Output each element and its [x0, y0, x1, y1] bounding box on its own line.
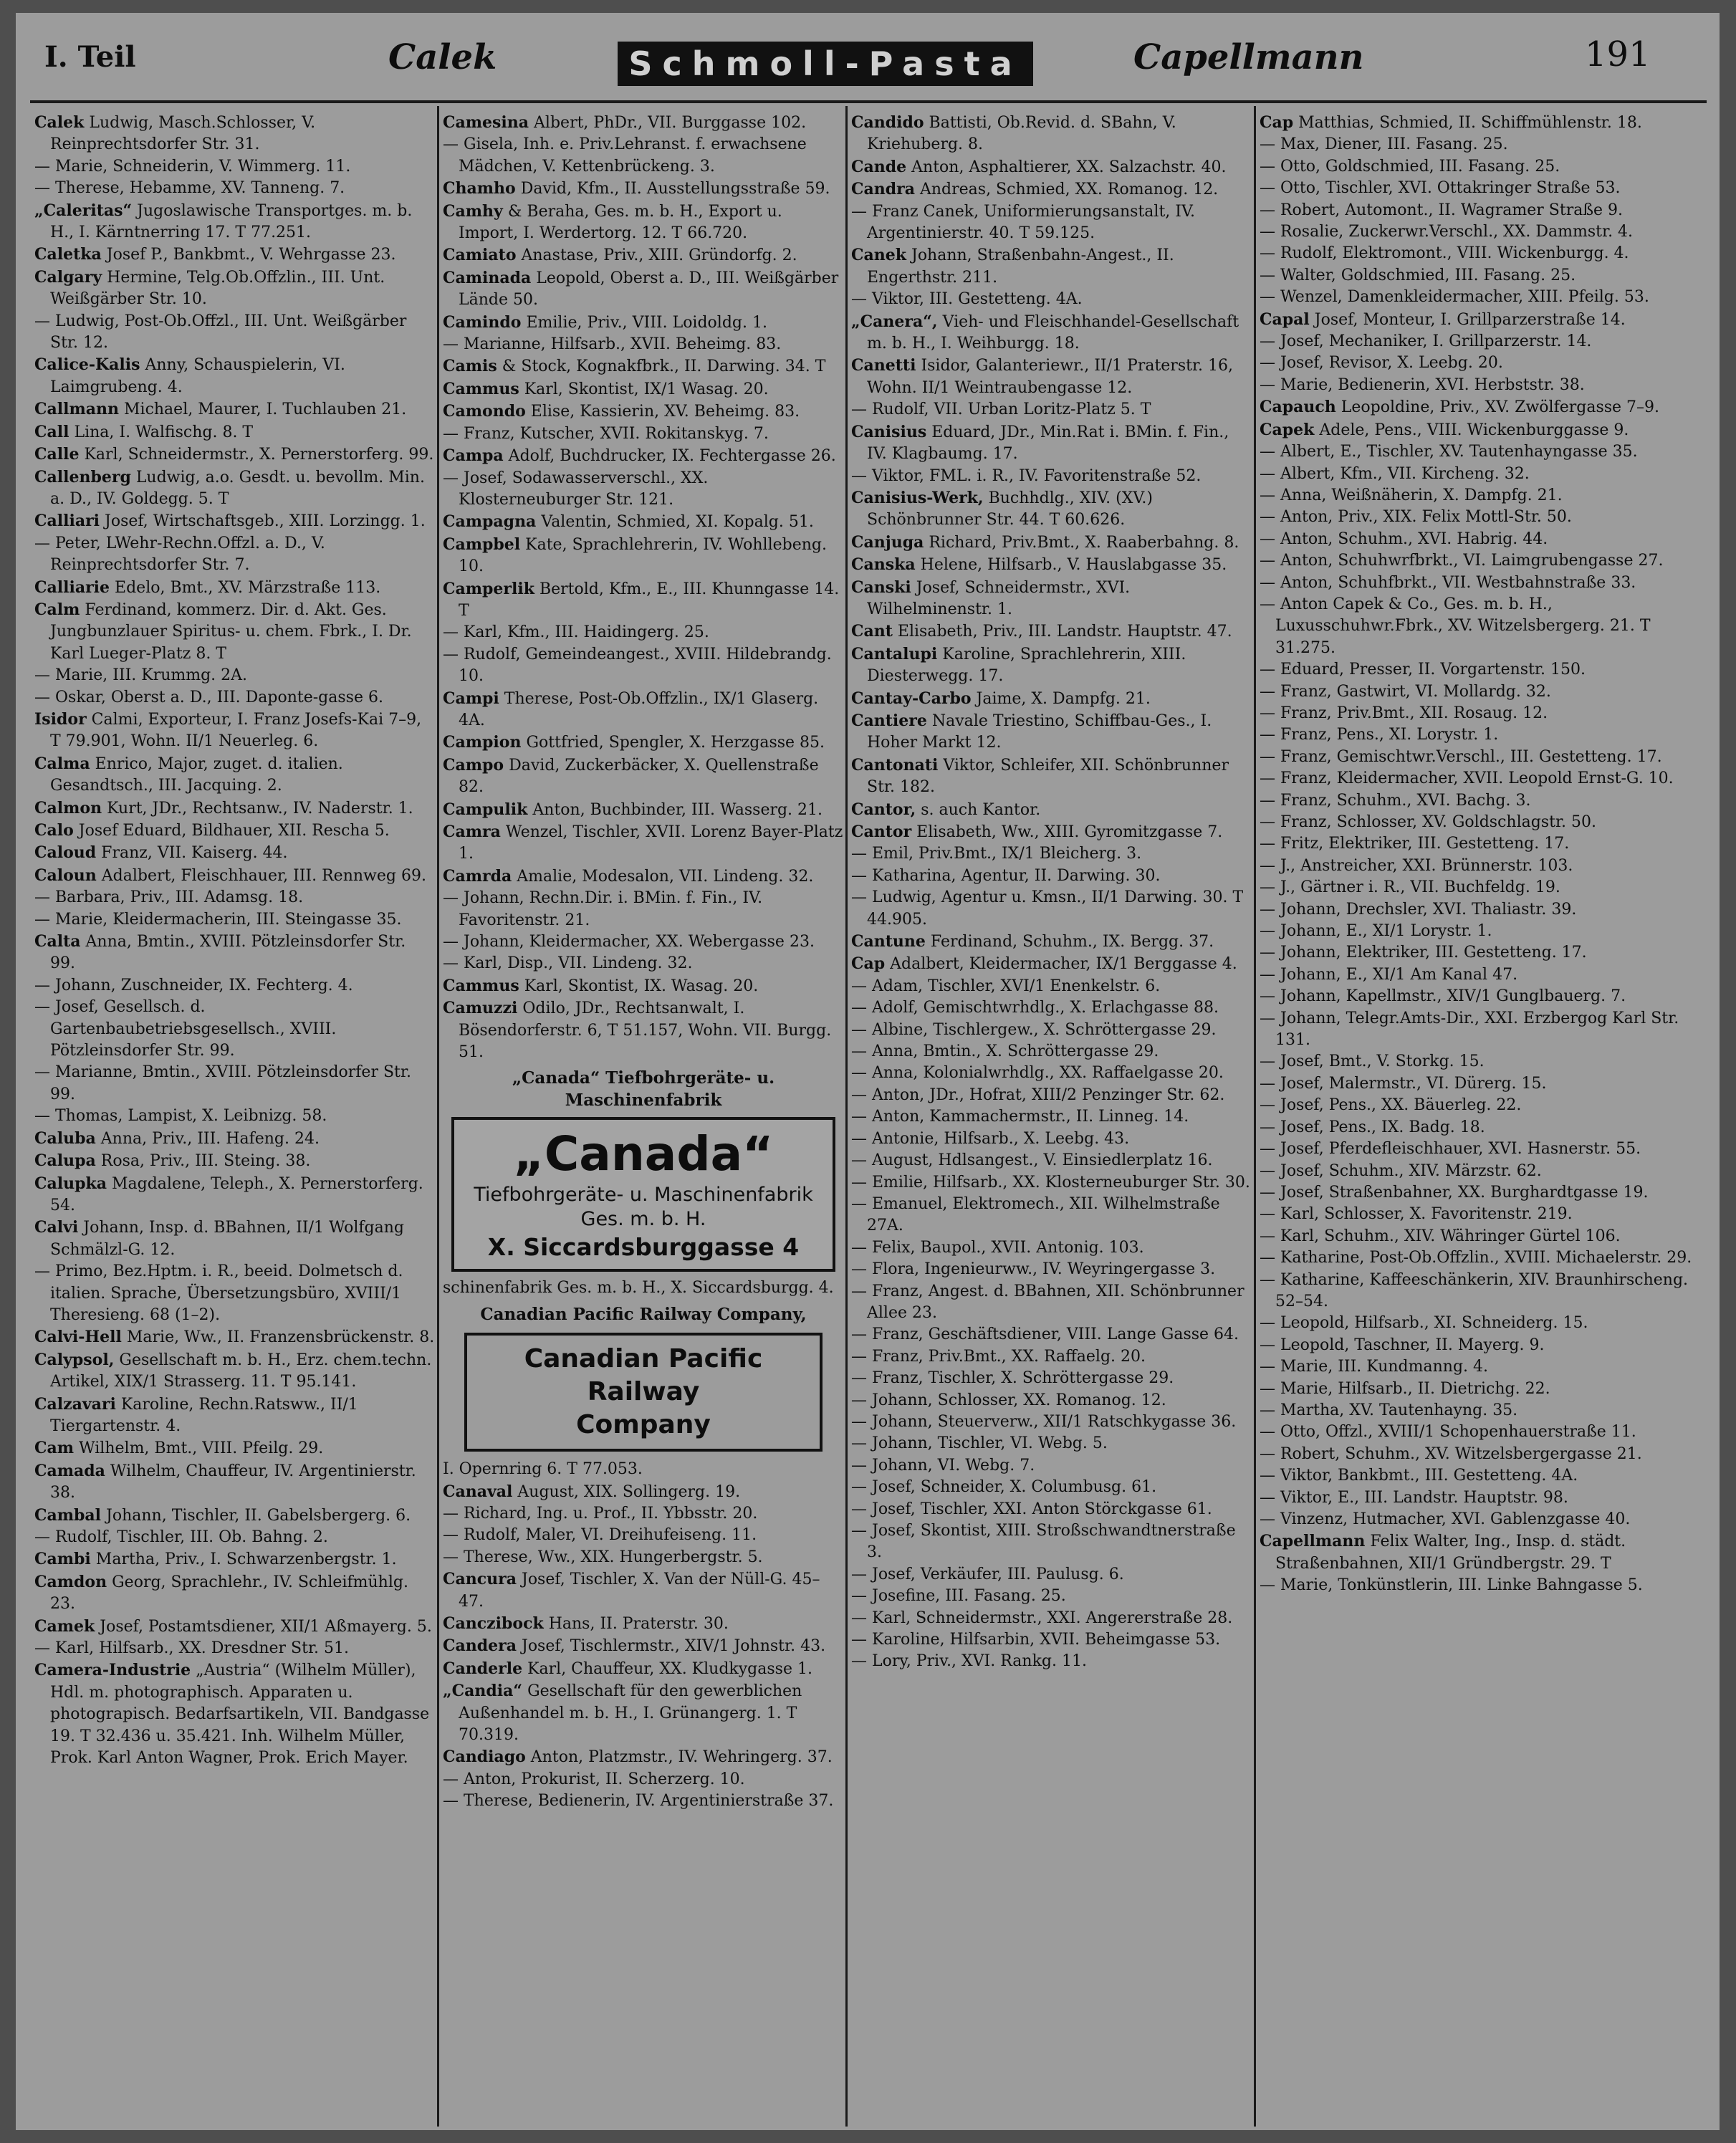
list-item: Capal Josef, Monteur, I. Grillparzerstraße 14. — [1260, 310, 1626, 329]
list-item: Canska Helene, Hilfsarb., V. Hauslabgasse 35. — [851, 555, 1227, 575]
list-item: — Anton, Schuhm., XVI. Habrig. 44. — [1260, 529, 1548, 548]
list-item: — Franz, Angest. d. BBahnen, XII. Schönbrunner Allee 23. — [851, 1282, 1245, 1322]
list-item: Canczibock Hans, II. Praterstr. 30. — [443, 1614, 729, 1633]
list-item: — Marie, Tonkünstlerin, III. Linke Bahngasse 5. — [1260, 1576, 1643, 1595]
list-item: Chamho David, Kfm., II. Ausstellungsstraße 59. — [443, 179, 830, 198]
column-divider — [845, 106, 848, 2127]
list-item: Campa Adolf, Buchdrucker, IX. Fechtergasse 26. — [443, 446, 836, 466]
list-item: — Franz, Geschäftsdiener, VIII. Lange Gasse 64. — [851, 1325, 1239, 1344]
list-item: — Thomas, Lampist, X. Leibnizg. 58. — [34, 1107, 327, 1126]
column-3 — [851, 112, 1252, 2118]
list-item: Cantalupi Karoline, Sprachlehrerin, XIII. Diesterwegg. 17. — [851, 644, 1186, 686]
list-item: — Johann, Telegr.Amts-Dir., XXI. Erzbergog Karl Str. 131. — [1260, 1009, 1679, 1050]
list-item: — Johann, Rechn.Dir. i. BMin. f. Fin., IV. Favoritenstr. 21. — [443, 889, 763, 929]
list-item: — Katharina, Agentur, II. Darwing. 30. — [851, 866, 1161, 885]
list-item: Cantonati Viktor, Schleifer, XII. Schönbrunner Str. 182. — [851, 755, 1229, 797]
list-item: — Josef, Malermstr., VI. Dürerg. 15. — [1260, 1074, 1547, 1093]
list-item: Canski Josef, Schneidermstr., XVI. Wilhelminenstr. 1. — [851, 577, 1131, 618]
list-item: Candido Battisti, Ob.Revid. d. SBahn, V. Kriehuberg. 8. — [851, 113, 1176, 154]
list-item: Campi Therese, Post-Ob.Offzlin., IX/1 Glaserg. 4A. — [443, 689, 819, 729]
list-item: Canaval August, XIX. Sollingerg. 19. — [443, 1482, 741, 1501]
list-item: I. Opernring 6. T 77.053. — [443, 1460, 643, 1479]
list-item: — Anton, Priv., XIX. Felix Mottl-Str. 50. — [1260, 508, 1572, 527]
list-item: — Lory, Priv., XVI. Rankg. 11. — [851, 1652, 1087, 1671]
list-item: — Robert, Automont., II. Wagramer Straße 9. — [1260, 201, 1624, 219]
list-item: Candra Andreas, Schmied, XX. Romanog. 12. — [851, 180, 1219, 199]
list-item: — Josef, Bmt., V. Storkg. 15. — [1260, 1053, 1485, 1071]
list-item: — Anton, Kammachermstr., II. Linneg. 14. — [851, 1108, 1189, 1126]
list-item: — Viktor, III. Gestetteng. 4A. — [851, 290, 1083, 309]
list-item: — Antonie, Hilfsarb., X. Leebg. 43. — [851, 1129, 1130, 1148]
list-item: Camdon Georg, Sprachlehr., IV. Schleifmühlg. 23. — [34, 1572, 408, 1614]
list-item: — Josef, Straßenbahner, XX. Burghardtgasse 19. — [1260, 1183, 1649, 1202]
list-item: — Viktor, E., III. Landstr. Hauptstr. 98. — [1260, 1488, 1568, 1507]
list-item: — Josefine, III. Fasang. 25. — [851, 1587, 1066, 1606]
list-item: Cambal Johann, Tischler, II. Gabelsbergerg. 6. — [34, 1505, 411, 1525]
list-item: — Johann, Tischler, VI. Webg. 5. — [851, 1434, 1108, 1453]
list-item: — Anton, JDr., Hofrat, XIII/2 Penzinger Str. 62. — [851, 1085, 1225, 1104]
list-item: Capek Adele, Pens., VIII. Wickenburggasse 9. — [1260, 420, 1629, 439]
list-item: Camrda Amalie, Modesalon, VII. Lindeng. 32. — [443, 866, 814, 886]
list-item: — Marianne, Bmtin., XVIII. Pötzleinsdorfer Str. 99. — [34, 1063, 411, 1103]
list-item: Cammus Karl, Skontist, IX/1 Wasag. 20. — [443, 379, 769, 398]
list-item: — Franz, Pens., XI. Lorystr. 1. — [1260, 726, 1499, 744]
range-to: Capellmann — [1133, 37, 1364, 77]
list-item: — Anna, Weißnäherin, X. Dampfg. 21. — [1260, 486, 1563, 504]
list-item: Calek Ludwig, Masch.Schlosser, V. Reinprechtsdorfer Str. 31. — [34, 113, 316, 154]
list-item: — Josef, Verkäufer, III. Paulusg. 6. — [851, 1565, 1124, 1583]
directory-page — [16, 13, 1720, 2130]
column-2 — [443, 112, 844, 2118]
list-item: Calupa Rosa, Priv., III. Steing. 38. — [34, 1151, 311, 1171]
list-item: schinenfabrik Ges. m. b. H., X. Siccardsburgg. 4. — [443, 1279, 834, 1298]
list-item: Calmon Kurt, JDr., Rechtsanw., IV. Naderstr. 1. — [34, 798, 413, 818]
list-item: — Rudolf, Maler, VI. Dreihufeiseng. 11. — [443, 1526, 757, 1545]
list-item: — Flora, Ingenieurww., IV. Weyringergasse 3. — [851, 1260, 1216, 1279]
list-item: „Candia“ Gesellschaft für den gewerblichen Außenhandel m. b. H., I. Grünangerg. 1. T 70.319. — [443, 1682, 802, 1744]
list-item: — Franz Canek, Uniformierungsanstalt, IV. Argentinierstr. 40. T 59.125. — [851, 202, 1196, 243]
list-item: — J., Anstreicher, XXI. Brünnerstr. 103. — [1260, 856, 1573, 875]
canada-advertisement — [451, 1117, 835, 1272]
list-item: — Ludwig, Post-Ob.Offzl., III. Unt. Weißgärber Str. 12. — [34, 312, 407, 353]
list-item: Calice-Kalis Anny, Schauspielerin, VI. Laimgrubeng. 4. — [34, 355, 345, 396]
list-item: — Josef, Skontist, XIII. Stroßschwandtnerstraße 3. — [851, 1522, 1236, 1562]
list-item: — Marie, Schneiderin, V. Wimmerg. 11. — [34, 157, 351, 176]
list-item: Calm Ferdinand, kommerz. Dir. d. Akt. Ges. Jungbunzlauer Spiritus- u. chem. Fbrk., I. Dr. Karl Lueger-Platz 8. T — [34, 600, 412, 663]
list-item: „Caleritas“ Jugoslawische Transportges. m. b. H., I. Kärntnerring 17. T 77.251. — [34, 201, 413, 242]
list-item: — Ludwig, Agentur u. Kmsn., II/1 Darwing. 30. T 44.905. — [851, 888, 1244, 929]
list-item: — Johann, Schlosser, XX. Romanog. 12. — [851, 1391, 1166, 1409]
list-item: — Karl, Schlosser, X. Favoritenstr. 219. — [1260, 1205, 1573, 1224]
list-item: Cantune Ferdinand, Schuhm., IX. Bergg. 37. — [851, 932, 1214, 951]
list-item: Cam Wilhelm, Bmt., VIII. Pfeilg. 29. — [34, 1439, 324, 1458]
list-item: Camek Josef, Postamtsdiener, XII/1 Aßmayerg. 5. — [34, 1616, 432, 1636]
list-item: Camhy & Beraha, Ges. m. b. H., Export u. Import, I. Werdertorg. 12. T 66.720. — [443, 201, 782, 243]
list-item: — Rudolf, VII. Urban Loritz-Platz 5. T — [851, 401, 1151, 419]
list-item: Caminada Leopold, Oberst a. D., III. Weißgärber Lände 50. — [443, 268, 839, 310]
list-item: — Walter, Goldschmied, III. Fasang. 25. — [1260, 266, 1576, 284]
list-item: — Marie, Kleidermacherin, III. Steingasse 35. — [34, 910, 402, 929]
list-item: — Viktor, FML. i. R., IV. Favoritenstraße 52. — [851, 466, 1202, 485]
page-number: 191 — [1585, 34, 1651, 75]
list-item: Cap Matthias, Schmied, II. Schiffmühlenstr. 18. — [1260, 113, 1642, 132]
list-item: Cande Anton, Asphaltierer, XX. Salzachstr. 40. — [851, 157, 1227, 176]
list-item: Cant Elisabeth, Priv., III. Landstr. Hauptstr. 47. — [851, 622, 1232, 641]
list-item: — Adolf, Gemischtwrhdlg., X. Erlachgasse 88. — [851, 999, 1219, 1017]
range-from: Calek — [388, 37, 497, 77]
list-item: Callenberg Ludwig, a.o. Gesdt. u. bevollm. Min. a. D., IV. Goldegg. 5. T — [34, 467, 425, 508]
page-header — [16, 13, 1720, 99]
list-item: — Otto, Offzl., XVIII/1 Schopenhauerstraße 11. — [1260, 1423, 1636, 1442]
list-item: Callmann Michael, Maurer, I. Tuchlauben 21. — [34, 400, 407, 419]
list-item: Calvi Johann, Insp. d. BBahnen, II/1 Wolfgang Schmälzl-G. 12. — [34, 1218, 404, 1259]
list-item: Camperlik Bertold, Kfm., E., III. Khunngasse 14. T — [443, 579, 840, 620]
list-item: — Johann, Kleidermacher, XX. Webergasse 23. — [443, 933, 815, 951]
list-item: Cantor, s. auch Kantor. — [851, 800, 1041, 819]
list-item: — Johann, E., XI/1 Am Kanal 47. — [1260, 965, 1518, 984]
list-item: Caluba Anna, Priv., III. Hafeng. 24. — [34, 1128, 320, 1148]
list-item: Camondo Elise, Kassierin, XV. Beheimg. 83. — [443, 402, 800, 421]
list-item: Campo David, Zuckerbäcker, X. Quellenstraße 82. — [443, 755, 819, 797]
list-item: Campagna Valentin, Schmied, XI. Kopalg. 51. — [443, 512, 814, 532]
cpr-ad-title-2: Company — [576, 1410, 711, 1440]
list-item: — Martha, XV. Tautenhayng. 35. — [1260, 1401, 1518, 1419]
list-item: — Anton Capek & Co., Ges. m. b. H., Luxusschuhwr.Fbrk., XV. Witzelsbergerg. 21. T 31.275. — [1260, 595, 1651, 657]
header-rule — [30, 100, 1707, 103]
list-item: Calta Anna, Bmtin., XVIII. Pötzleinsdorfer Str. 99. — [34, 932, 406, 973]
list-item: — Josef, Pens., XX. Bäuerleg. 22. — [1260, 1096, 1522, 1115]
list-item: — Richard, Ing. u. Prof., II. Ybbsstr. 20. — [443, 1504, 758, 1523]
list-item: — August, Hdlsangest., V. Einsiedlerplatz 16. — [851, 1151, 1213, 1170]
list-item: — Josef, Mechaniker, I. Grillparzerstr. 14. — [1260, 332, 1592, 351]
cpr-ad-title-1: Canadian Pacific Railway — [524, 1344, 763, 1407]
list-item: Calliari Josef, Wirtschaftsgeb., XIII. Lorzingg. 1. — [34, 512, 426, 531]
column-1 — [34, 112, 436, 2118]
list-item: Camindo Emilie, Priv., VIII. Loidoldg. 1. — [443, 312, 767, 332]
list-item: Cambi Martha, Priv., I. Schwarzenbergstr. 1. — [34, 1550, 397, 1569]
canada-ad-title: „Canada“ — [513, 1126, 774, 1182]
list-item: Cap Adalbert, Kleidermacher, IX/1 Berggasse 4. — [851, 954, 1237, 974]
list-item: — Josef, Pens., IX. Badg. 18. — [1260, 1118, 1485, 1136]
list-item: Calypsol, Gesellschaft m. b. H., Erz. chem.techn. Artikel, XIX/1 Strasserg. 11. T 95.141. — [34, 1350, 432, 1391]
list-item: — Franz, Priv.Bmt., XII. Rosaug. 12. — [1260, 704, 1548, 722]
list-item: — Peter, LWehr-Rechn.Offzl. a. D., V. Reinprechtsdorfer Str. 7. — [34, 534, 325, 575]
list-item: Calupka Magdalene, Teleph., X. Pernerstorferg. 54. — [34, 1174, 423, 1214]
list-item: — Johann, Drechsler, XVI. Thaliastr. 39. — [1260, 900, 1577, 919]
list-item: Camis & Stock, Kognakfbrk., II. Darwing. 34. T — [443, 357, 826, 376]
list-item: Camiato Anastase, Priv., XIII. Gründorfg. 2. — [443, 246, 797, 265]
list-item: Isidor Calmi, Exporteur, I. Franz Josefs-Kai 7–9, T 79.901, Wohn. II/1 Neuerleg. 6. — [34, 709, 422, 751]
list-item: — Franz, Gastwirt, VI. Mollardg. 32. — [1260, 682, 1551, 701]
list-item: — Johann, E., XI/1 Lorystr. 1. — [1260, 922, 1492, 941]
list-item: — Karl, Hilfsarb., XX. Dresdner Str. 51. — [34, 1639, 350, 1658]
list-item: — Franz, Schuhm., XVI. Bachg. 3. — [1260, 791, 1531, 810]
list-item: — Anton, Schuhfbrkt., VII. Westbahnstraße 33. — [1260, 573, 1636, 592]
list-item: — Johann, Steuerverw., XII/1 Ratschkygasse 36. — [851, 1412, 1237, 1431]
list-item: — Robert, Schuhm., XV. Witzelsbergergasse 21. — [1260, 1444, 1642, 1463]
list-item: Canisius-Werk, Buchhdlg., XIV. (XV.) Schönbrunner Str. 44. T 60.626. — [851, 488, 1153, 529]
list-item: — Albert, Kfm., VII. Kircheng. 32. — [1260, 464, 1530, 483]
list-item: — Franz, Schlosser, XV. Goldschlagstr. 50. — [1260, 813, 1597, 831]
list-item: — Karl, Schneidermstr., XXI. Angererstraße 28. — [851, 1609, 1233, 1627]
list-item: — Leopold, Taschner, II. Mayerg. 9. — [1260, 1336, 1545, 1354]
list-item: — Rudolf, Elektromont., VIII. Wickenburgg. 4. — [1260, 244, 1629, 263]
list-item: Cantiere Navale Triestino, Schiffbau-Ges., I. Hoher Markt 12. — [851, 711, 1212, 752]
list-item: — Anna, Bmtin., X. Schröttergasse 29. — [851, 1042, 1159, 1061]
list-item: — Therese, Bedienerin, IV. Argentinierstraße 37. — [443, 1792, 834, 1811]
list-item: Canjuga Richard, Priv.Bmt., X. Raaberbahng. 8. — [851, 532, 1239, 552]
list-item: — Marie, Bedienerin, XVI. Herbststr. 38. — [1260, 375, 1585, 394]
list-item: Capellmann Felix Walter, Ing., Insp. d. städt. Straßenbahnen, XII/1 Gründbergstr. 29. T — [1260, 1532, 1626, 1573]
list-item: — Karl, Schuhm., XIV. Währinger Gürtel 106. — [1260, 1227, 1621, 1245]
list-item: Calgary Hermine, Telg.Ob.Offzlin., III. Unt. Weißgärber Str. 10. — [34, 267, 385, 309]
list-item: — Wenzel, Damenkleidermacher, XIII. Pfeilg. 53. — [1260, 288, 1649, 307]
list-item: Cantay-Carbo Jaime, X. Dampfg. 21. — [851, 689, 1151, 708]
list-item: Calliarie Edelo, Bmt., XV. Märzstraße 113. — [34, 577, 381, 597]
list-item: Camada Wilhelm, Chauffeur, IV. Argentinierstr. 38. — [34, 1461, 416, 1502]
list-item: — J., Gärtner i. R., VII. Buchfeldg. 19. — [1260, 878, 1560, 897]
column-divider — [437, 106, 439, 2127]
list-item: — Eduard, Presser, II. Vorgartenstr. 150. — [1260, 661, 1586, 679]
list-item: Calma Enrico, Major, zuget. d. italien. Gesandtsch., III. Jacquing. 2. — [34, 754, 343, 795]
list-item: Call Lina, I. Walfischg. 8. T — [34, 422, 254, 441]
list-item: — Josef, Schuhm., XIV. Märzstr. 62. — [1260, 1161, 1542, 1180]
list-item: — Katharine, Post-Ob.Offzlin., XVIII. Michaelerstr. 29. — [1260, 1249, 1692, 1267]
advertising-banner: Schmoll-Pasta — [618, 42, 1033, 86]
list-item: Camuzzi Odilo, JDr., Rechtsanwalt, I. Bösendorferstr. 6, T 51.157, Wohn. VII. Burgg. 51. — [443, 999, 832, 1062]
list-item: — Emilie, Hilfsarb., XX. Klosterneuburger Str. 30. — [851, 1173, 1250, 1192]
list-item: — Adam, Tischler, XVI/1 Enenkelstr. 6. — [851, 977, 1161, 995]
list-item: — Johann, Zuschneider, IX. Fechterg. 4. — [34, 976, 353, 994]
list-item: — Rudolf, Gemeindeangest., XVIII. Hildebrandg. 10. — [443, 645, 832, 686]
list-item: — Albine, Tischlergew., X. Schröttergasse 29. — [851, 1020, 1217, 1039]
list-item: — Johann, Elektriker, III. Gestetteng. 17. — [1260, 944, 1587, 962]
column-4 — [1260, 112, 1697, 2118]
list-item: Camera-Industrie „Austria“ (Wilhelm Müller), Hdl. m. photographisch. Apparaten u. photograpisch. Bedarfsartikeln, VII. Bandgasse 19. T 32.436 u. 35.421. Inh. Wilhelm Müller, Prok. Karl Anton Wagner, Prok. Erich Mayer. — [34, 1661, 430, 1768]
list-item: — Karl, Disp., VII. Lindeng. 32. — [443, 954, 693, 973]
column-2-entries-continued — [443, 1481, 844, 1813]
list-item: — Therese, Ww., XIX. Hungerbergstr. 5. — [443, 1548, 763, 1566]
list-item: — Johann, VI. Webg. 7. — [851, 1456, 1035, 1475]
list-item: — Felix, Baupol., XVII. Antonig. 103. — [851, 1238, 1144, 1257]
cpr-advertisement — [464, 1333, 823, 1452]
list-item: — Fritz, Elektriker, III. Gestetteng. 17. — [1260, 835, 1570, 853]
canada-ad-subtitle: Tiefbohrgeräte- u. Maschinenfabrik Ges. m. b. H. — [474, 1184, 813, 1231]
list-item: Caloud Franz, VII. Kaiserg. 44. — [34, 843, 288, 863]
list-item: — Karoline, Hilfsarbin, XVII. Beheimgasse 53. — [851, 1631, 1221, 1649]
list-item: Canisius Eduard, JDr., Min.Rat i. BMin. f. Fin., IV. Klagbaumg. 17. — [851, 422, 1229, 464]
list-item: — Primo, Bez.Hptm. i. R., beeid. Dolmetsch d. italien. Sprache, Übersetzungsbüro, XVIII/1 Theresieng. 68 (1–2). — [34, 1262, 403, 1324]
list-item: — Emanuel, Elektromech., XII. Wilhelmstraße 27A. — [851, 1194, 1220, 1235]
list-item: — Emil, Priv.Bmt., IX/1 Bleicherg. 3. — [851, 845, 1142, 863]
list-item: — Katharine, Kaffeeschänkerin, XIV. Braunhirscheng. 52–54. — [1260, 1270, 1689, 1310]
list-item: Candera Josef, Tischlermstr., XIV/1 Johnstr. 43. — [443, 1636, 826, 1656]
canada-ad-caption: „Canada“ Tiefbohrgeräte- u. Maschinenfabrik — [512, 1068, 775, 1110]
list-item: — Leopold, Hilfsarb., XI. Schneiderg. 15. — [1260, 1314, 1588, 1333]
list-item: — Franz, Kleidermacher, XVII. Leopold Ernst-G. 10. — [1260, 770, 1674, 788]
section-label: I. Teil — [44, 40, 136, 74]
list-item: — Albert, E., Tischler, XV. Tautenhayngasse 35. — [1260, 443, 1638, 461]
list-item: Cancura Josef, Tischler, X. Van der Nüll-G. 45–47. — [443, 1570, 820, 1611]
list-item: — Marie, III. Kundmanng. 4. — [1260, 1358, 1488, 1376]
list-item: Calo Josef Eduard, Bildhauer, XII. Rescha 5. — [34, 821, 390, 840]
list-item: Camesina Albert, PhDr., VII. Burggasse 102. — [443, 113, 807, 132]
list-item: — Marianne, Hilfsarb., XVII. Beheimg. 83. — [443, 335, 782, 354]
list-item: — Otto, Tischler, XVI. Ottakringer Straße 53. — [1260, 179, 1621, 198]
list-item: — Josef, Schneider, X. Columbusg. 61. — [851, 1478, 1157, 1497]
list-item: Canetti Isidor, Galanteriewr., II/1 Praterstr. 16, Wohn. II/1 Weintraubengasse 12. — [851, 356, 1234, 397]
list-item: Canek Johann, Straßenbahn-Angest., II. Engerthstr. 211. — [851, 246, 1174, 287]
list-item: — Franz, Kutscher, XVII. Rokitanskyg. 7. — [443, 424, 769, 443]
list-item: — Josef, Pferdefleischhauer, XVI. Hasnerstr. 55. — [1260, 1140, 1641, 1159]
list-item: Capauch Leopoldine, Priv., XV. Zwölfergasse 7–9. — [1260, 398, 1660, 417]
list-item: — Anton, Prokurist, II. Scherzerg. 10. — [443, 1770, 745, 1788]
canada-ad-address: X. Siccardsburggasse 4 — [487, 1233, 800, 1262]
list-item: — Oskar, Oberst a. D., III. Daponte-gasse 6. — [34, 688, 383, 706]
list-item: — Marie, III. Krummg. 2A. — [34, 666, 248, 685]
list-item: — Josef, Sodawasserverschl., XX. Klosterneuburger Str. 121. — [443, 469, 709, 509]
list-item: — Johann, Kapellmstr., XIV/1 Gunglbauerg. 7. — [1260, 987, 1626, 1006]
list-item: Calzavari Karoline, Rechn.Ratsww., II/1 Tiergartenstr. 4. — [34, 1394, 358, 1435]
list-item: — Anton, Schuhwrfbrkt., VI. Laimgrubengasse 27. — [1260, 552, 1664, 570]
list-item: — Viktor, Bankbmt., III. Gestetteng. 4A. — [1260, 1467, 1578, 1485]
list-item: Calle Karl, Schneidermstr., X. Pernerstorferg. 99. — [34, 445, 434, 464]
column-divider — [1254, 106, 1256, 2127]
list-item: — Franz, Tischler, X. Schröttergasse 29. — [851, 1369, 1174, 1388]
list-item: Campion Gottfried, Spengler, X. Herzgasse 85. — [443, 733, 825, 752]
list-item: Cammus Karl, Skontist, IX. Wasag. 20. — [443, 976, 759, 995]
list-item: Canderle Karl, Chauffeur, XX. Kludkygasse 1. — [443, 1659, 812, 1678]
list-item: — Rosalie, Zuckerwr.Verschl., XX. Dammstr. 4. — [1260, 223, 1634, 241]
list-item: — Max, Diener, III. Fasang. 25. — [1260, 135, 1508, 154]
list-item: — Vinzenz, Hutmacher, XVI. Gablenzgasse 40. — [1260, 1510, 1631, 1528]
list-item: „Canera“, Vieh- und Fleischhandel-Gesellschaft m. b. H., I. Weihburgg. 18. — [851, 312, 1239, 353]
cpr-ad-caption: Canadian Pacific Railway Company, — [480, 1304, 807, 1324]
list-item: — Josef, Tischler, XXI. Anton Störckgasse 61. — [851, 1500, 1212, 1518]
list-item: Campulik Anton, Buchbinder, III. Wasserg. 21. — [443, 800, 823, 819]
list-item: — Franz, Gemischtwr.Verschl., III. Gestetteng. 17. — [1260, 747, 1662, 766]
list-item: Camra Wenzel, Tischler, XVII. Lorenz Bayer-Platz 1. — [443, 823, 843, 863]
list-item: — Barbara, Priv., III. Adamsg. 18. — [34, 888, 304, 907]
list-item: Candiago Anton, Platzmstr., IV. Wehringerg. 37. — [443, 1748, 833, 1767]
list-item: — Josef, Gesellsch. d. Gartenbaubetriebsgesellsch., XVIII. Pötzleinsdorfer Str. 99. — [34, 998, 337, 1060]
list-item: — Franz, Priv.Bmt., XX. Raffaelg. 20. — [851, 1347, 1146, 1366]
list-item: Caloun Adalbert, Fleischhauer, III. Rennweg 69. — [34, 866, 426, 885]
list-item: Campbel Kate, Sprachlehrerin, IV. Wohllebeng. 10. — [443, 534, 828, 576]
list-item: — Therese, Hebamme, XV. Tanneng. 7. — [34, 179, 345, 198]
column-2-entries — [443, 112, 844, 1063]
list-item: — Karl, Kfm., III. Haidingerg. 25. — [443, 623, 709, 642]
list-item: — Gisela, Inh. e. Priv.Lehranst. f. erwachsene Mädchen, V. Kettenbrückeng. 3. — [443, 135, 807, 176]
list-item: — Rudolf, Tischler, III. Ob. Bahng. 2. — [34, 1528, 328, 1546]
list-item: — Anna, Kolonialwrhdlg., XX. Raffaelgasse 20. — [851, 1064, 1224, 1083]
list-item: Calvi-Hell Marie, Ww., II. Franzensbrückenstr. 8. — [34, 1328, 435, 1347]
list-item: Cantor Elisabeth, Ww., XIII. Gyromitzgasse 7. — [851, 823, 1223, 841]
list-item: — Otto, Goldschmied, III. Fasang. 25. — [1260, 157, 1560, 176]
list-item: — Josef, Revisor, X. Leebg. 20. — [1260, 354, 1503, 373]
list-item: — Marie, Hilfsarb., II. Dietrichg. 22. — [1260, 1379, 1550, 1398]
list-item: Caletka Josef P., Bankbmt., V. Wehrgasse 23. — [34, 245, 396, 264]
